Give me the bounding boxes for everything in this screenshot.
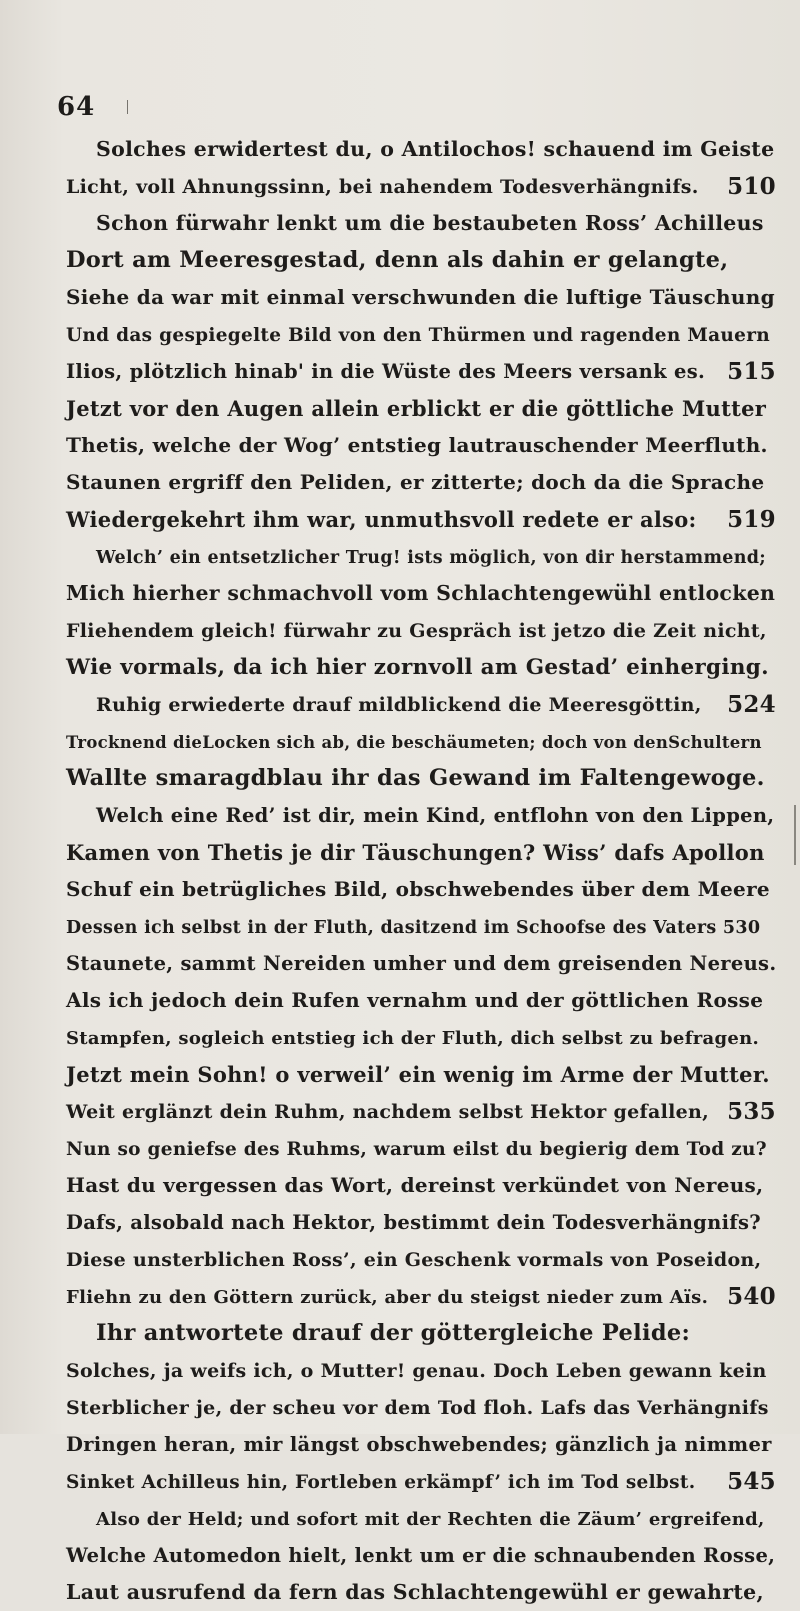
verse-line [66,982,780,1019]
verse-text: Als ich jedoch dein Rufen vernahm und der göttlichen Rosse [66,988,764,1012]
verse-line [66,1537,780,1574]
verse-line [66,834,780,871]
verse-line [66,538,780,575]
line-number: 524 [727,691,776,718]
verse-line [66,242,780,279]
verse-text: Welch’ ein entsetzlicher Trug! ists möglich, von dir herstammend; [96,548,767,568]
verse-line [66,1130,780,1167]
verse-line [66,1574,780,1611]
verse-line [66,353,780,390]
verse-text: Dafs, alsobald nach Hektor, bestimmt dein Todesverhängnifs? [66,1211,761,1234]
verse-text: Trocknend dieLocken sich ab, die beschäumeten; doch von denSchultern [66,733,762,752]
verse-block [66,131,780,1611]
verse-text: Hast du vergessen das Wort, dereinst verkündet von Nereus, [66,1173,764,1197]
verse-text: Sterblicher je, der scheu vor dem Tod floh. Lafs das Verhängnifs [66,1397,769,1419]
verse-line [66,1056,780,1093]
verse-line [66,279,780,316]
verse-line [66,1500,780,1537]
verse-text: Dort am Meeresgestad, denn als dahin er gelangte, [66,247,729,273]
verse-line [66,427,780,464]
verse-text: Staunen ergriff den Peliden, er zitterte; doch da die Sprache [66,470,765,494]
verse-text: Kamen von Thetis je dir Täuschungen? Wiss’ dafs Apollon [66,840,765,865]
verse-line [66,131,780,168]
verse-line [66,612,780,649]
verse-line [66,908,780,945]
verse-text: Welche Automedon hielt, lenkt um er die schnaubenden Rosse, [66,1544,776,1567]
verse-text: Solches erwidertest du, o Antilochos! schauend im Geiste [96,137,775,161]
verse-text: Staunete, sammt Nereiden umher und dem greisenden Nereus. [66,952,777,975]
verse-line [66,649,780,686]
verse-line [66,686,780,723]
verse-line [66,1167,780,1204]
verse-text: Also der Held; und sofort mit der Rechten die Zäum’ ergreifend, [96,1509,765,1530]
verse-text: Ilios, plötzlich hinab' in die Wüste des Meers versank es. [66,360,706,383]
verse-text: Fliehn zu den Göttern zurück, aber du steigst nieder zum Aïs. [66,1287,709,1308]
verse-line [66,575,780,612]
verse-text: Sinket Achilleus hin, Fortleben erkämpf’ ich im Tod selbst. [66,1472,696,1493]
verse-text: Jetzt mein Sohn! o verweil’ ein wenig im Arme der Mutter. [66,1062,770,1087]
verse-line [66,1426,780,1463]
verse-text: Licht, voll Ahnungssinn, bei nahendem Todesverhängnifs. [66,176,699,198]
verse-text: Welch eine Red’ ist dir, mein Kind, entflohn von den Lippen, [96,804,775,827]
verse-line [66,464,780,501]
line-number: 545 [727,1468,776,1495]
verse-line [66,723,780,760]
verse-line [66,1093,780,1130]
line-number: 540 [727,1283,776,1310]
verse-text: Schon fürwahr lenkt um die bestaubeten Ross’ Achilleus [96,211,764,235]
verse-text: Wiedergekehrt ihm war, unmuthsvoll redete er also: [66,507,697,532]
line-number: 510 [727,173,776,200]
verse-text: Weit erglänzt dein Ruhm, nachdem selbst Hektor gefallen, [66,1101,710,1123]
page-number: 64 [57,92,96,122]
verse-line [66,1019,780,1056]
verse-line [66,168,780,205]
verse-text: Ruhig erwiederte drauf mildblickend die Meeresgöttin, [96,694,702,716]
verse-text: Thetis, welche der Wog’ entstieg lautrauschender Meerfluth. [66,433,768,457]
verse-line [66,1278,780,1315]
verse-line [66,760,780,797]
verse-line [66,501,780,538]
verse-line [66,1352,780,1389]
verse-line [66,1204,780,1241]
verse-line [66,1241,780,1278]
verse-text: Dringen heran, mir längst obschwebendes; gänzlich ja nimmer [66,1433,772,1456]
verse-text: Jetzt vor den Augen allein erblickt er die göttliche Mutter [66,396,767,421]
verse-text: Dessen ich selbst in der Fluth, dasitzend im Schoofse des Vaters 530 [66,918,761,938]
verse-text: Fliehendem gleich! fürwahr zu Gespräch ist jetzo die Zeit nicht, [66,620,767,642]
verse-line [66,390,780,427]
margin-rule [794,805,796,865]
verse-text: Siehe da war mit einmal verschwunden die luftige Täuschung [66,285,775,309]
verse-text: Mich hierher schmachvoll vom Schlachtengewühl entlocken [66,581,776,605]
line-number: 515 [727,358,776,385]
verse-line [66,1389,780,1426]
verse-text: Wallte smaragdblau ihr das Gewand im Faltengewoge. [66,765,765,791]
verse-text: Solches, ja weifs ich, o Mutter! genau. Doch Leben gewann kein [66,1360,767,1382]
verse-text: Stampfen, sogleich entstieg ich der Fluth, dich selbst zu befragen. [66,1028,760,1049]
verse-text: Ihr antwortete drauf der göttergleiche Pelide: [96,1320,691,1346]
verse-line [66,871,780,908]
verse-line [66,1463,780,1500]
line-number: 519 [727,506,776,533]
verse-text: Und das gespiegelte Bild von den Thürmen und ragenden Mauern [66,325,771,346]
verse-text: Diese unsterblichen Ross’, ein Geschenk vormals von Poseidon, [66,1249,762,1271]
line-number: 535 [727,1098,776,1125]
verse-line [66,316,780,353]
verse-line [66,797,780,834]
verse-text: Laut ausrufend da fern das Schlachtengewühl er gewahrte, [66,1580,764,1604]
print-mark [127,100,128,114]
verse-line [66,205,780,242]
verse-text: Schuf ein betrügliches Bild, obschwebendes über dem Meere [66,877,770,901]
verse-text: Wie vormals, da ich hier zornvoll am Gestad’ einherging. [66,655,769,680]
verse-text: Nun so geniefse des Ruhms, warum eilst du begierig dem Tod zu? [66,1139,767,1160]
verse-line [66,1315,780,1352]
verse-line [66,945,780,982]
